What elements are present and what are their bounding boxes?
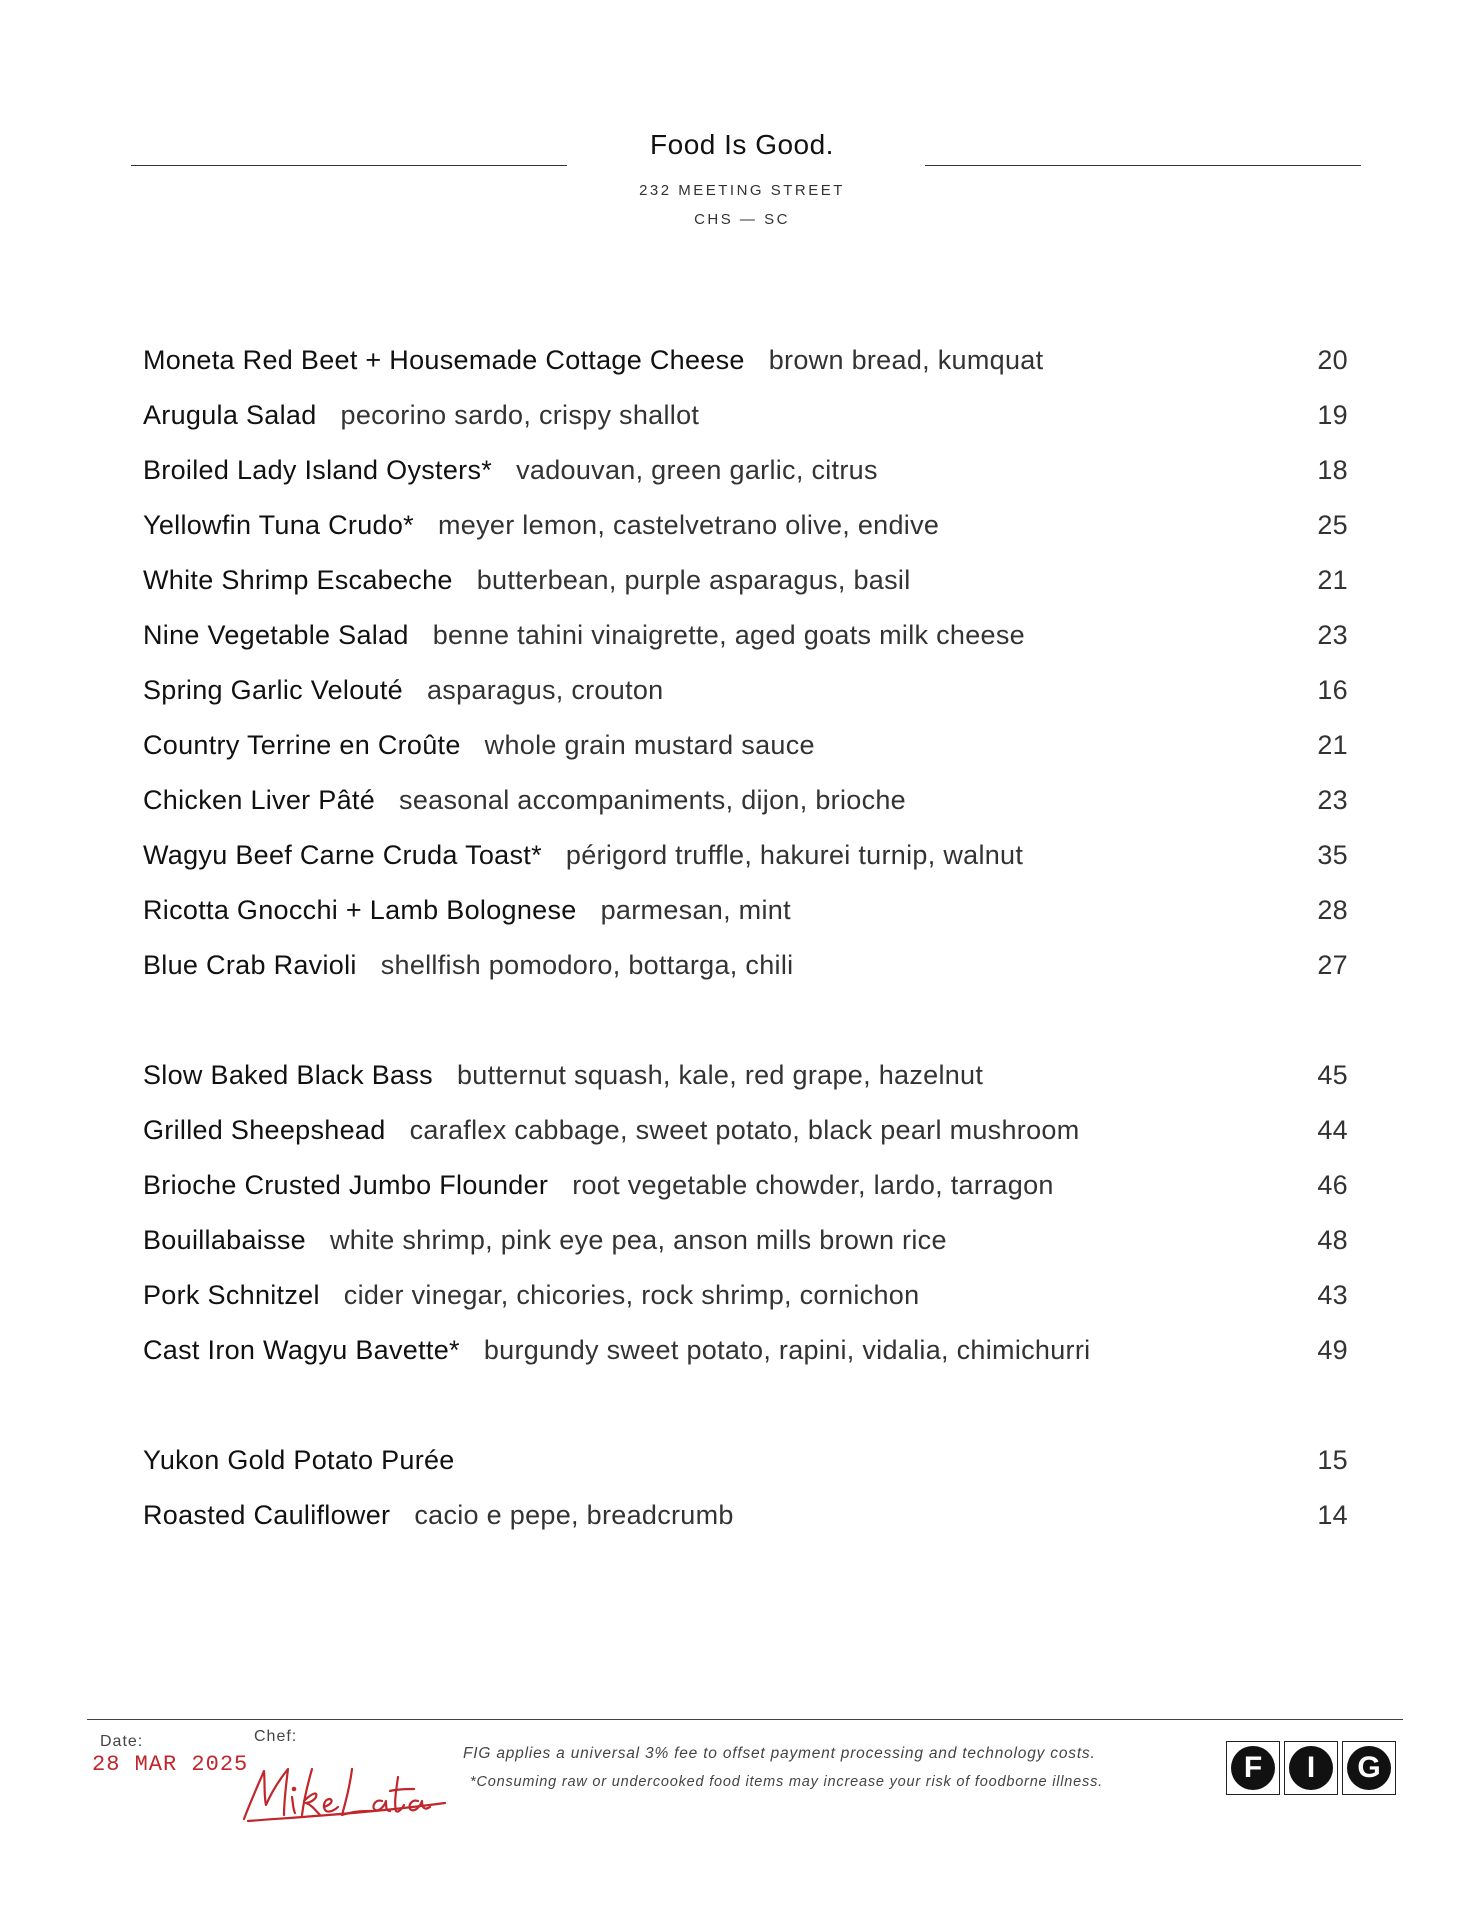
fig-logo [1226, 1741, 1396, 1795]
menu-item-name: Spring Garlic Velouté [143, 675, 403, 705]
date-label: Date: [100, 1733, 144, 1750]
menu-item-description: cacio e pepe, breadcrumb [414, 1500, 734, 1530]
menu-item-price: 21 [1317, 565, 1348, 595]
menu-item-description: caraflex cabbage, sweet potato, black pearl mushroom [409, 1115, 1080, 1145]
menu-item-description: parmesan, mint [600, 895, 791, 925]
menu-item-price: 25 [1317, 510, 1348, 540]
menu-item-name: Yellowfin Tuna Crudo* [143, 510, 414, 540]
logo-letter: I [1289, 1746, 1333, 1790]
menu-item [143, 1273, 1348, 1328]
header-rule-left [131, 165, 567, 166]
menu-item-description: meyer lemon, castelvetrano olive, endive [437, 510, 940, 540]
menu-item [143, 1438, 1348, 1493]
menu-item [143, 1108, 1348, 1163]
menu-item [143, 1053, 1348, 1108]
menu-item-description: butterbean, purple asparagus, basil [476, 565, 911, 595]
menu-list [143, 338, 1348, 1548]
menu-item [143, 668, 1348, 723]
menu-item-description: asparagus, crouton [426, 675, 664, 705]
chef-label: Chef: [254, 1728, 298, 1745]
menu-item-description: périgord truffle, hakurei turnip, walnut [565, 840, 1024, 870]
menu-item-name: Wagyu Beef Carne Cruda Toast* [143, 840, 542, 870]
menu-item-name: Brioche Crusted Jumbo Flounder [143, 1170, 549, 1200]
footer-rule [87, 1719, 1403, 1720]
menu-item-description: brown bread, kumquat [768, 345, 1044, 375]
menu-item [143, 393, 1348, 448]
menu-item-name: Pork Schnitzel [143, 1280, 320, 1310]
menu-item-description: butternut squash, kale, red grape, hazelnut [456, 1060, 984, 1090]
menu-item-price: 44 [1317, 1115, 1348, 1145]
menu-item [143, 558, 1348, 613]
menu-item-price: 23 [1317, 785, 1348, 815]
menu-item-name: Slow Baked Black Bass [143, 1060, 433, 1090]
menu-item-name: Country Terrine en Croûte [143, 730, 461, 760]
menu-item-price: 15 [1317, 1445, 1348, 1475]
service-fee-note: FIG applies a universal 3% fee to offset payment processing and technology costs. [463, 1745, 1096, 1762]
menu-item-name: Cast Iron Wagyu Bavette* [143, 1335, 460, 1365]
menu-item [143, 778, 1348, 833]
menu-item-price: 49 [1317, 1335, 1348, 1365]
menu-item-price: 19 [1317, 400, 1348, 430]
menu-item-price: 14 [1317, 1500, 1348, 1530]
restaurant-address: 232 MEETING STREET [639, 182, 845, 199]
menu-item-name: Moneta Red Beet + Housemade Cottage Cheese [143, 345, 745, 375]
logo-letter-box [1226, 1741, 1280, 1795]
menu-item-name: Roasted Cauliflower [143, 1500, 391, 1530]
logo-letter: F [1231, 1746, 1275, 1790]
menu-item-price: 20 [1317, 345, 1348, 375]
menu-item [143, 613, 1348, 668]
menu-item [143, 1328, 1348, 1383]
menu-item-price: 43 [1317, 1280, 1348, 1310]
menu-item [143, 833, 1348, 888]
menu-item-price: 18 [1317, 455, 1348, 485]
menu-item-name: Broiled Lady Island Oysters* [143, 455, 493, 485]
menu-section [143, 1438, 1348, 1548]
menu-item-description: cider vinegar, chicories, rock shrimp, cornichon [343, 1280, 920, 1310]
menu-item-name: Chicken Liver Pâté [143, 785, 376, 815]
menu-item-description: whole grain mustard sauce [484, 730, 815, 760]
menu-item-description: burgundy sweet potato, rapini, vidalia, chimichurri [483, 1335, 1091, 1365]
restaurant-city: CHS — SC [694, 211, 790, 228]
menu-item [143, 503, 1348, 558]
menu-item-price: 16 [1317, 675, 1348, 705]
menu-item-price: 35 [1317, 840, 1348, 870]
menu-item [143, 338, 1348, 393]
menu-item-name: Blue Crab Ravioli [143, 950, 357, 980]
menu-item-description: white shrimp, pink eye pea, anson mills brown rice [330, 1225, 947, 1255]
logo-letter-box [1284, 1741, 1338, 1795]
menu-item-description: benne tahini vinaigrette, aged goats milk cheese [432, 620, 1025, 650]
menu-item [143, 723, 1348, 778]
header-rule-right [925, 165, 1361, 166]
menu-item-price: 27 [1317, 950, 1348, 980]
menu-item-description: vadouvan, green garlic, citrus [516, 455, 878, 485]
menu-item-name: Ricotta Gnocchi + Lamb Bolognese [143, 895, 577, 925]
menu-item-price: 21 [1317, 730, 1348, 760]
menu-item-price: 23 [1317, 620, 1348, 650]
menu-item-name: Grilled Sheepshead [143, 1115, 386, 1145]
menu-section [143, 338, 1348, 998]
menu-item-price: 46 [1317, 1170, 1348, 1200]
menu-item-name: Yukon Gold Potato Purée [143, 1445, 455, 1475]
menu-item [143, 943, 1348, 998]
menu-item-name: Bouillabaisse [143, 1225, 306, 1255]
raw-food-disclaimer: *Consuming raw or undercooked food items may increase your risk of foodborne illness. [470, 1774, 1103, 1790]
menu-item-description: pecorino sardo, crispy shallot [340, 400, 700, 430]
logo-letter-box [1342, 1741, 1396, 1795]
chef-signature [240, 1745, 450, 1825]
menu-item-name: Nine Vegetable Salad [143, 620, 409, 650]
menu-item-description: root vegetable chowder, lardo, tarragon [572, 1170, 1054, 1200]
menu-item [143, 448, 1348, 503]
menu-item-price: 48 [1317, 1225, 1348, 1255]
date-stamp: 28 MAR 2025 [92, 1752, 249, 1777]
menu-item [143, 888, 1348, 943]
menu-item [143, 1493, 1348, 1548]
menu-item-name: Arugula Salad [143, 400, 317, 430]
menu-item-price: 28 [1317, 895, 1348, 925]
menu-item-name: White Shrimp Escabeche [143, 565, 453, 595]
menu-item-description: seasonal accompaniments, dijon, brioche [399, 785, 906, 815]
menu-item-description: shellfish pomodoro, bottarga, chili [380, 950, 794, 980]
logo-letter: G [1347, 1746, 1391, 1790]
menu-item [143, 1163, 1348, 1218]
menu-item-price: 45 [1317, 1060, 1348, 1090]
menu-section [143, 1053, 1348, 1383]
menu-item [143, 1218, 1348, 1273]
menu-header [0, 0, 1484, 240]
restaurant-tagline: Food Is Good. [650, 129, 834, 160]
